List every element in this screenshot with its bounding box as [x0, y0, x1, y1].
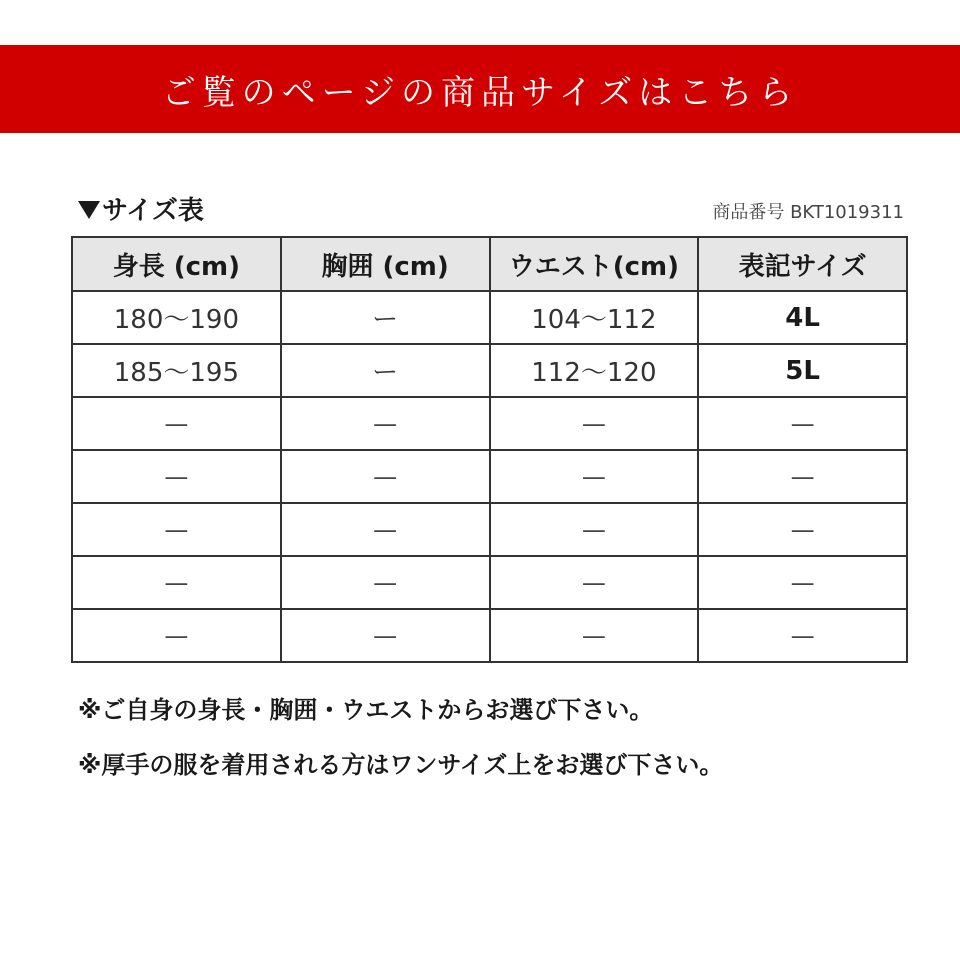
cell-chest: — — [281, 556, 490, 609]
cell-waist: — — [490, 397, 699, 450]
note-thick-clothing: ※厚手の服を着用される方はワンサイズ上をお選び下さい。 — [78, 751, 724, 779]
header-height: 身長 (cm) — [72, 237, 281, 291]
cell-waist: — — [490, 556, 699, 609]
header-waist: ウエスト(cm) — [490, 237, 699, 291]
table-row — [72, 344, 907, 397]
table-row — [72, 609, 907, 662]
cell-size-label: 4L — [698, 291, 907, 344]
triangle-down-icon — [78, 201, 100, 219]
cell-height: — — [72, 609, 281, 662]
page-banner — [0, 45, 960, 133]
cell-waist: — — [490, 503, 699, 556]
table-row — [72, 397, 907, 450]
cell-chest: ー — [281, 291, 490, 344]
header-size-label: 表記サイズ — [698, 237, 907, 291]
cell-height: 180〜190 — [72, 291, 281, 344]
product-number: 商品番号 BKT1019311 — [712, 202, 904, 223]
cell-waist: 104〜112 — [490, 291, 699, 344]
table-row — [72, 291, 907, 344]
cell-waist: — — [490, 450, 699, 503]
table-row — [72, 556, 907, 609]
cell-chest: — — [281, 503, 490, 556]
table-row — [72, 450, 907, 503]
banner-title: ご覧のページの商品サイズはこちら — [161, 72, 799, 113]
cell-size-label: — — [698, 609, 907, 662]
table-row — [72, 503, 907, 556]
size-table — [71, 236, 908, 663]
cell-height: 185〜195 — [72, 344, 281, 397]
table-header-row — [72, 237, 907, 291]
cell-height: — — [72, 450, 281, 503]
cell-chest: — — [281, 609, 490, 662]
header-chest: 胸囲 (cm) — [281, 237, 490, 291]
cell-chest: — — [281, 450, 490, 503]
size-table-heading-label: サイズ表 — [102, 196, 204, 226]
cell-height: — — [72, 503, 281, 556]
cell-height: — — [72, 556, 281, 609]
cell-chest: ー — [281, 344, 490, 397]
note-select-by-body: ※ご自身の身長・胸囲・ウエストからお選び下さい。 — [78, 696, 654, 724]
cell-chest: — — [281, 397, 490, 450]
cell-size-label: — — [698, 556, 907, 609]
cell-size-label: — — [698, 450, 907, 503]
cell-size-label: 5L — [698, 344, 907, 397]
cell-waist: — — [490, 609, 699, 662]
cell-waist: 112〜120 — [490, 344, 699, 397]
cell-height: — — [72, 397, 281, 450]
cell-size-label: — — [698, 397, 907, 450]
size-table-heading — [78, 190, 204, 227]
cell-size-label: — — [698, 503, 907, 556]
